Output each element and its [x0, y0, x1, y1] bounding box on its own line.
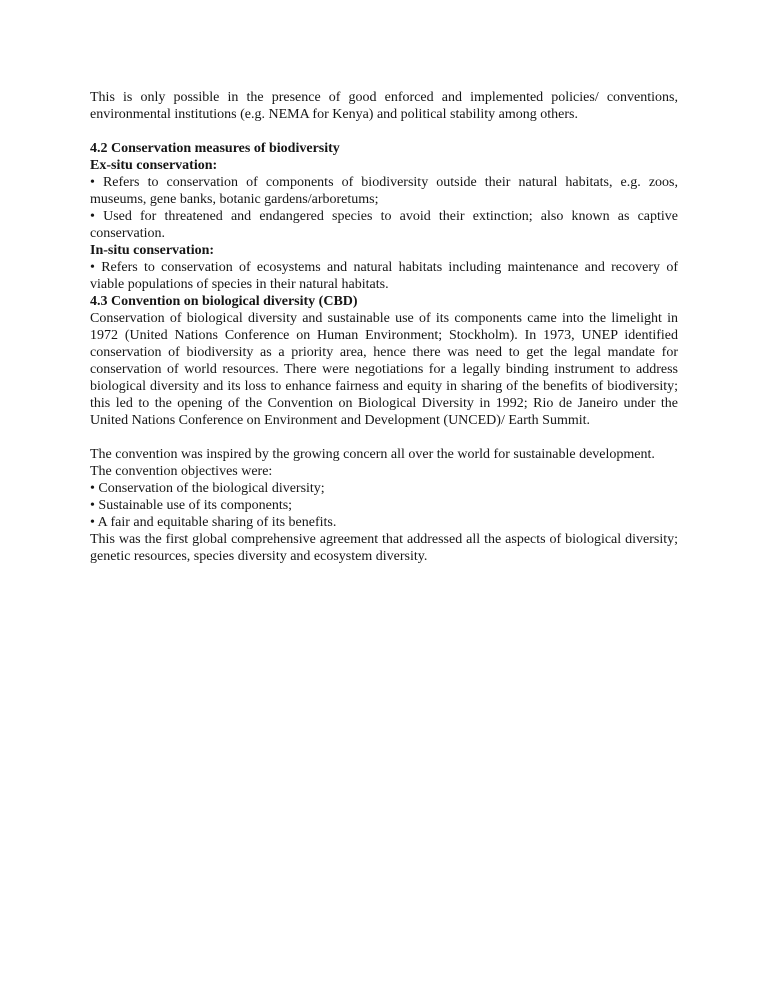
- paragraph-text: Conservation of the biological diversity;: [98, 481, 325, 496]
- bullet-marker: •: [90, 515, 98, 530]
- paragraph-text: The convention was inspired by the growing concern all over the world for sustainable development.: [90, 447, 655, 462]
- paragraph: [90, 463, 678, 480]
- paragraph-text: Conservation of biological diversity and sustainable use of its components came into the limelight in 1972 (United Nations Conference on Human Environment; Stockholm). In 1973, UNEP identified conservation of biodiversity as a priority area, hence there was need to get the legal mandate for conservation of world resources. There were negotiations for a legally binding instrument to address biological diversity and its loss to enhance fairness and equity in sharing of the benefits of biodiversity; this led to the opening of the Convention on Biological Diversity in 1992; Rio de Janeiro under the United Nations Conference on Environment and Development (UNCED)/ Earth Summit.: [90, 311, 678, 428]
- paragraph-text: In-situ conservation:: [90, 243, 215, 258]
- bullet-item: [90, 259, 678, 293]
- blank-line: [90, 123, 678, 140]
- paragraph: [90, 310, 678, 429]
- paragraph: [90, 89, 678, 123]
- paragraph-text: Refers to conservation of ecosystems and natural habitats including maintenance and recovery of viable populations of species in their natural habitats.: [90, 260, 678, 292]
- section-heading: [90, 242, 678, 259]
- blank-line: [90, 429, 678, 446]
- bullet-item: [90, 208, 678, 242]
- section-heading: [90, 293, 678, 310]
- bullet-marker: •: [90, 498, 99, 513]
- section-heading: [90, 157, 678, 174]
- paragraph-text: Used for threatened and endangered species to avoid their extinction; also known as captive conservation.: [90, 209, 679, 241]
- paragraph-text: 4.3 Convention on biological diversity (CBD): [90, 294, 358, 309]
- paragraph: [90, 446, 678, 463]
- bullet-item: [90, 480, 678, 497]
- paragraph-text: 4.2 Conservation measures of biodiversity: [90, 141, 340, 156]
- bullet-marker: •: [90, 209, 104, 224]
- paragraph-text: The convention objectives were:: [90, 464, 273, 479]
- section-heading: [90, 140, 678, 157]
- paragraph-text: Ex-situ conservation:: [90, 158, 218, 173]
- paragraph-text: This is only possible in the presence of good enforced and implemented policies/ conventions, environmental institutions (e.g. NEMA for Kenya) and political stability among others.: [90, 90, 678, 122]
- paragraph-text: A fair and equitable sharing of its benefits.: [97, 515, 337, 530]
- bullet-marker: •: [90, 260, 102, 275]
- paragraph-text: This was the first global comprehensive agreement that addressed all the aspects of biological diversity; genetic resources, species diversity and ecosystem diversity.: [90, 532, 678, 564]
- paragraph-text: Refers to conservation of components of biodiversity outside their natural habitats, e.g. zoos, museums, gene banks, botanic gardens/arboretums;: [90, 175, 678, 207]
- bullet-item: [90, 514, 678, 531]
- bullet-item: [90, 497, 678, 514]
- document-content: [90, 89, 678, 565]
- bullet-marker: •: [90, 481, 99, 496]
- paragraph-text: Sustainable use of its components;: [98, 498, 293, 513]
- bullet-marker: •: [90, 175, 103, 190]
- bullet-item: [90, 174, 678, 208]
- paragraph: [90, 531, 678, 565]
